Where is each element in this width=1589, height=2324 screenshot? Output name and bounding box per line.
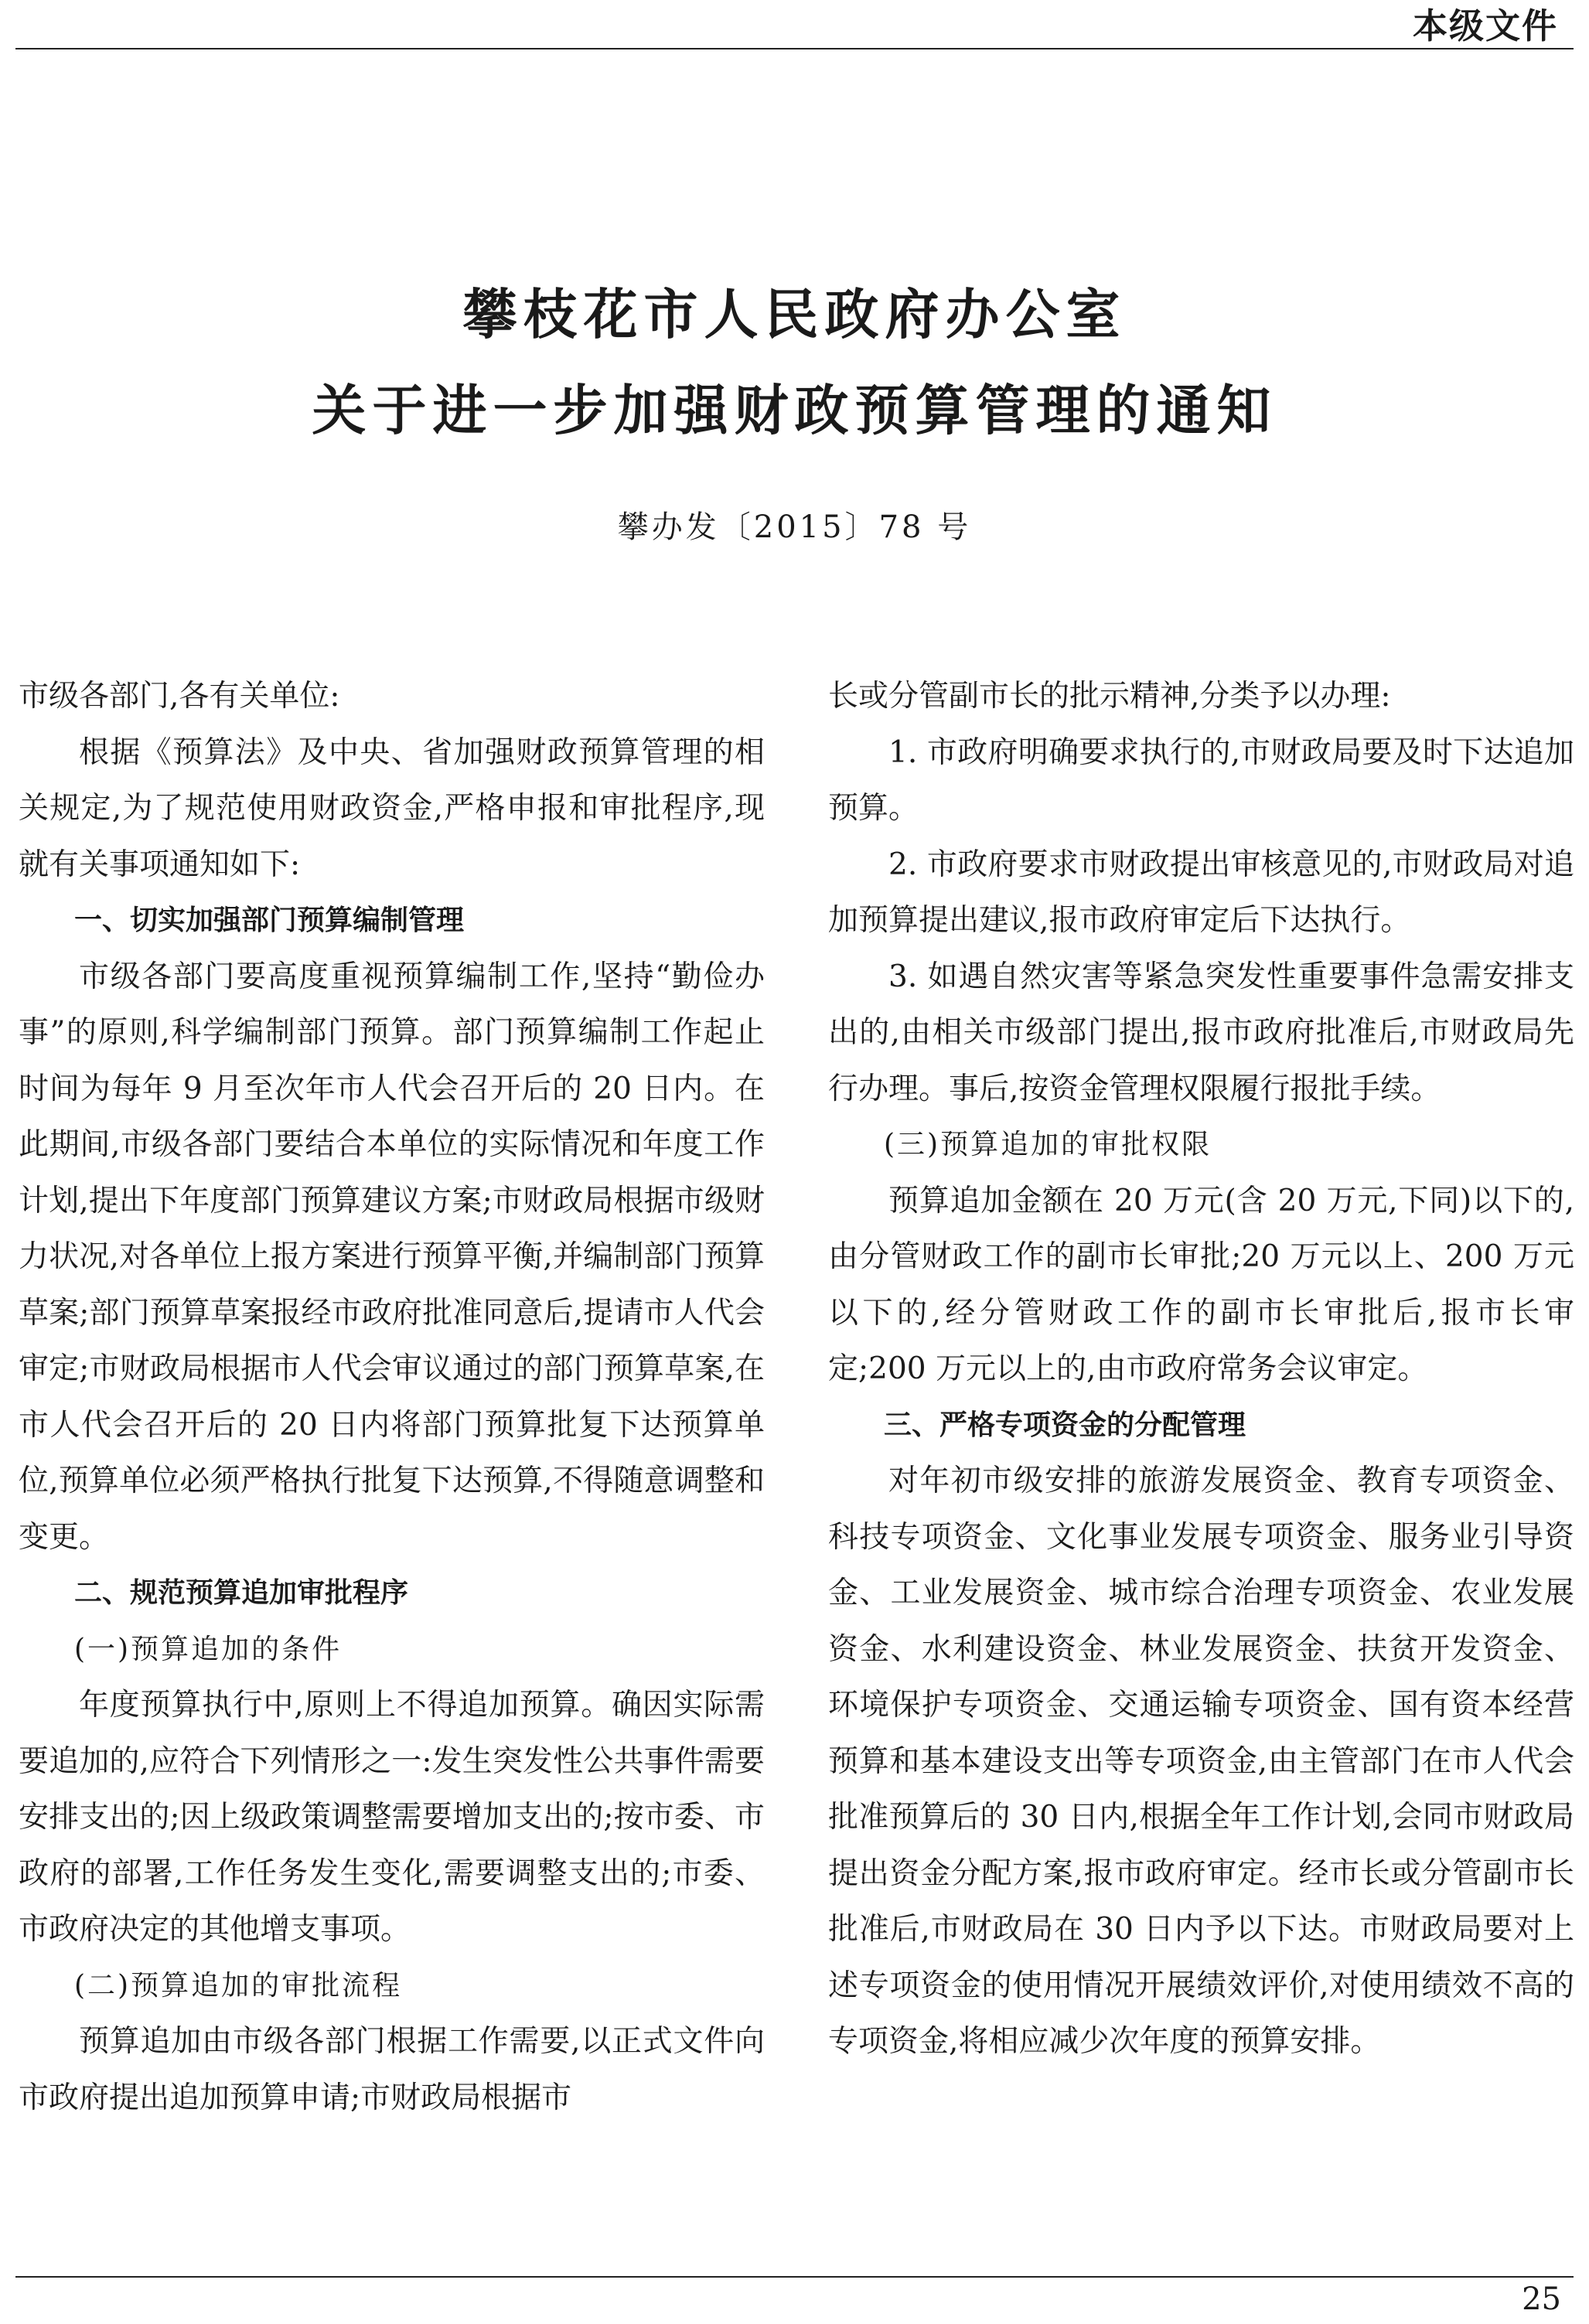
running-header: 本级文件 [1412,5,1558,46]
subsection-1-paragraph: 年度预算执行中,原则上不得追加预算。确因实际需要追加的,应符合下列情形之一:发生突发性公共事件需要安排支出的;因上级政策调整需要增加支出的;按市委、市政府的部署,工作任务发生变化,需要调整支出的;市委、市政府决定的其他增支事项。 [19,1688,765,1947]
header-rule [15,48,1574,49]
subsection-heading-3: (三)预算追加的审批权限 [884,1129,1212,1160]
subsection-2-paragraph: 预算追加由市级各部门根据工作需要,以正式文件向市政府提出追加预算申请;市财政局根据市 [19,2024,765,2115]
subsection-2-paragraph-continued: 长或分管副市长的批示精神,分类予以办理: [828,679,1391,714]
left-column [19,669,765,2126]
subsection-heading-1: (一)预算追加的条件 [74,1633,343,1665]
document-title [0,267,1589,458]
section-3-paragraph: 对年初市级安排的旅游发展资金、教育专项资金、科技专项资金、文化事业发展专项资金、服务业引导资金、工业发展资金、城市综合治理专项资金、农业发展资金、水利建设资金、林业发展资金、扶贫开发资金、环境保护专项资金、交通运输专项资金、国有资本经营预算和基本建设支出等专项资金,由主管部门在市人代会批准预算后的 30 日内,根据全年工作计划,会同市财政局提出资金分配方案,报市政府审定。经市长或分管副市长批准后,市财政局在 30 日内予以下达。市财政局要对上述专项资金的使用情况开展绩效评价,对使用绩效不高的专项资金,将相应减少次年度的预算安排。 [828,1464,1574,2059]
subsection-heading-2: (二)预算追加的审批流程 [74,1969,403,2002]
footer-rule [15,2276,1574,2278]
list-item: 2. 市政府要求市财政提出审核意见的,市财政局对追加预算提出建议,报市政府审定后下达执行。 [828,847,1574,938]
subsection-3-paragraph: 预算追加金额在 20 万元(含 20 万元,下同)以下的,由分管财政工作的副市长审批;20 万元以上、200 万元以下的,经分管财政工作的副市长审批后,报市长审定;200 万元以上的,由市政府常务会议审定。 [828,1183,1574,1386]
title-line-2: 关于进一步加强财政预算管理的通知 [312,378,1277,442]
right-column [828,669,1574,2070]
list-item: 1. 市政府明确要求执行的,市财政局要及时下达追加预算。 [828,734,1574,826]
section-heading-3: 三、严格专项资金的分配管理 [884,1409,1246,1441]
section-heading-2: 二、规范预算追加审批程序 [74,1577,409,1609]
page-number: 25 [1522,2281,1561,2317]
section-heading-1: 一、切实加强部门预算编制管理 [74,905,465,936]
document-number: 攀办发〔2015〕78 号 [617,509,972,545]
section-1-paragraph: 市级各部门要高度重视预算编制工作,坚持“勤俭办事”的原则,科学编制部门预算。部门预算编制工作起止时间为每年 9 月至次年市人代会召开后的 20 日内。在此期间,市级各部门要结合本单位的实际情况和年度工作计划,提出下年度部门预算建议方案;市财政局根据市级财力状况,对各单位上报方案进行预算平衡,并编制部门预算草案;部门预算草案报经市政府批准同意后,提请市人代会审定;市财政局根据市人代会审议通过的部门预算草案,在市人代会召开后的 20 日内将部门预算批复下达预算单位,预算单位必须严格执行批复下达预算,不得随意调整和变更。 [19,959,765,1555]
list-item: 3. 如遇自然灾害等紧急突发性重要事件急需安排支出的,由相关市级部门提出,报市政府批准后,市财政局先行办理。事后,按资金管理权限履行报批手续。 [828,959,1574,1106]
intro-paragraph: 根据《预算法》及中央、省加强财政预算管理的相关规定,为了规范使用财政资金,严格申报和审批程序,现就有关事项通知如下: [19,734,765,882]
salutation: 市级各部门,各有关单位: [19,679,340,714]
title-line-1: 攀枝花市人民政府办公室 [462,282,1127,346]
